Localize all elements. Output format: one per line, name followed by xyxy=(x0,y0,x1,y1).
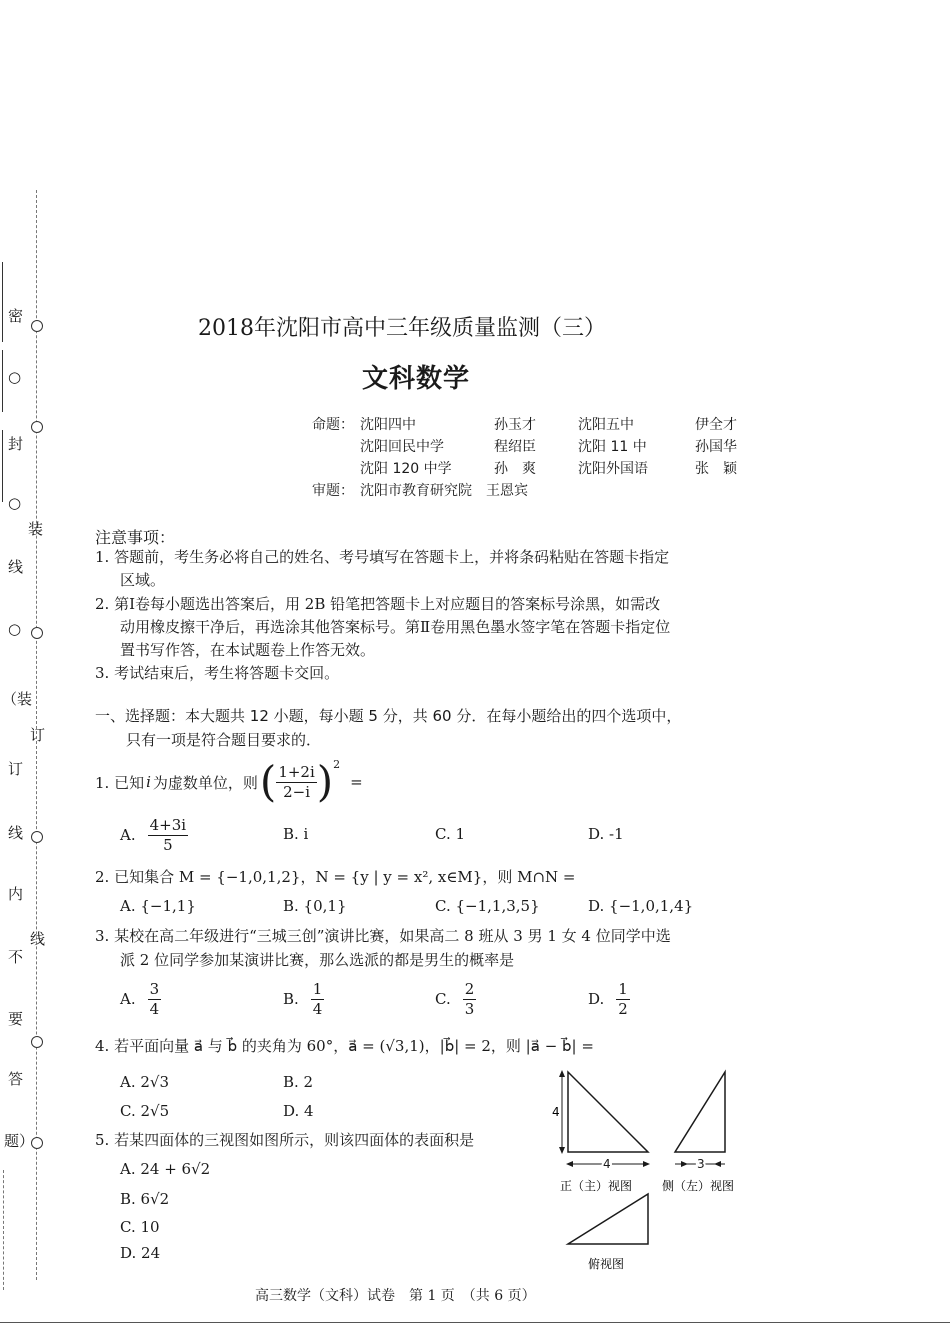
question-1-stem xyxy=(95,756,363,808)
q1-equals: = xyxy=(350,773,363,791)
margin-label: 密 xyxy=(8,307,24,325)
q1-var: i xyxy=(146,773,151,791)
binding-hole xyxy=(31,320,43,332)
binding-hole xyxy=(31,831,43,843)
note-line: 区域。 xyxy=(120,571,166,589)
q3-option-a-label: A. xyxy=(120,990,136,1008)
question-3-line1: 3. 某校在高二年级进行“三城三创”演讲比赛，如果高二 8 班从 3 男 1 女 4 位同学中选 xyxy=(95,927,671,945)
q2-option-c: C. {−1,1,3,5} xyxy=(435,897,540,915)
q1-paren-close: ) xyxy=(316,757,334,806)
three-view-figure xyxy=(550,1062,760,1277)
margin-label: 不 xyxy=(8,948,24,966)
q3-option-b-den: 4 xyxy=(312,999,323,1018)
q1-option-d: D. -1 xyxy=(588,825,624,843)
note-line: 2. 第Ⅰ卷每小题选出答案后，用 2B 铅笔把答题卡上对应题目的答案标号涂黑，如需改 xyxy=(95,595,661,613)
side-width-label: 3 xyxy=(697,1157,705,1171)
margin-label: 订 xyxy=(8,760,24,778)
margin-label: ○ xyxy=(8,494,22,512)
q2-option-a: A. {−1,1} xyxy=(120,897,196,915)
q3-option-c-label: C. xyxy=(435,990,451,1008)
front-width-arrow-right xyxy=(643,1161,650,1167)
q1-option-a-den: 5 xyxy=(163,835,173,854)
margin-label: 装 xyxy=(28,520,44,538)
q3-option-d xyxy=(588,976,630,1022)
credit-cell: 沈阳外国语 xyxy=(578,461,648,477)
q1-option-c: C. 1 xyxy=(435,825,466,843)
page-footer: 高三数学（文科）试卷 第 1 页 （共 6 页） xyxy=(255,1288,536,1304)
margin-label: 题） xyxy=(4,1132,35,1150)
binding-bracket xyxy=(2,430,3,502)
binding-bracket xyxy=(2,262,3,342)
q1-option-b: B. i xyxy=(283,825,309,843)
question-4-stem: 4. 若平面向量 a⃗ 与 b⃗ 的夹角为 60°，a⃗ = (√3,1)，|b⃗| = 2，则 |a⃗ − b⃗| = xyxy=(95,1037,594,1055)
q1-option-a xyxy=(120,812,188,858)
q4-option-a: A. 2√3 xyxy=(120,1073,170,1091)
credit-cell: 程绍臣 xyxy=(494,439,536,455)
exam-title: 2018年沈阳市高中三年级质量监测（三） xyxy=(198,316,606,341)
section-heading-cont: 只有一项是符合题目要求的． xyxy=(126,731,322,749)
reviewer-name: 沈阳市教育研究院 王恩宾 xyxy=(360,483,528,499)
footer-rule xyxy=(0,1322,950,1323)
q3-option-b xyxy=(283,976,324,1022)
q3-option-b-frac xyxy=(311,980,325,1019)
q3-option-b-num: 1 xyxy=(312,979,323,998)
margin-label: ○ xyxy=(8,368,22,386)
margin-label: 封 xyxy=(8,435,24,453)
front-height-label: 4 xyxy=(552,1105,560,1119)
front-view-triangle xyxy=(568,1072,648,1152)
q1-paren-open: ( xyxy=(259,757,277,806)
binding-hole xyxy=(31,421,43,433)
q5-option-b: B. 6√2 xyxy=(120,1190,170,1208)
credit-cell: 张 颖 xyxy=(695,461,737,477)
margin-label: 内 xyxy=(8,885,24,903)
front-width-arrow-left xyxy=(566,1161,573,1167)
question-3-line2: 派 2 位同学参加某演讲比赛，那么选派的都是男生的概率是 xyxy=(120,951,515,969)
binding-edge-dashed xyxy=(3,1170,4,1290)
q3-option-a xyxy=(120,976,161,1022)
q1-frac-num: 1+2i xyxy=(278,762,315,781)
notes-heading: 注意事项： xyxy=(95,528,176,547)
credit-cell: 孙玉才 xyxy=(494,417,536,433)
note-line: 3. 考试结束后，考生将答题卡交回。 xyxy=(95,664,340,682)
q4-option-d: D. 4 xyxy=(283,1102,314,1120)
q3-option-c-frac xyxy=(463,980,477,1019)
margin-label: 要 xyxy=(8,1010,24,1028)
note-line: 置书写作答，在本试题卷上作答无效。 xyxy=(120,641,376,659)
q5-option-d: D. 24 xyxy=(120,1244,161,1262)
question-2-stem: 2. 已知集合 M = {−1,0,1,2}，N = {y | y = x², x∈M}，则 M∩N = xyxy=(95,868,576,886)
binding-bracket xyxy=(2,350,3,412)
q1-mid: 为虚数单位，则 xyxy=(152,773,258,792)
q3-option-d-num: 1 xyxy=(618,979,628,998)
proposers-label: 命题： xyxy=(312,417,354,433)
credit-cell: 沈阳 120 中学 xyxy=(360,461,452,477)
q3-option-a-num: 3 xyxy=(149,979,160,998)
top-view-triangle xyxy=(568,1194,648,1244)
margin-label: ○ xyxy=(8,620,22,638)
q3-option-a-frac xyxy=(148,980,162,1019)
margin-label: 答 xyxy=(8,1070,24,1088)
binding-hole xyxy=(31,1036,43,1048)
credit-cell: 孙 爽 xyxy=(494,461,536,477)
q1-option-a-num: 4+3i xyxy=(149,815,187,834)
section-heading: 一、选择题：本大题共 12 小题，每小题 5 分，共 60 分．在每小题给出的四个选项中， xyxy=(95,707,682,725)
front-height-arrow-up xyxy=(559,1070,565,1077)
margin-label: （装 xyxy=(2,690,33,708)
credit-cell: 沈阳回民中学 xyxy=(360,439,444,455)
exam-subject: 文科数学 xyxy=(362,364,471,394)
margin-label: 线 xyxy=(8,824,24,842)
q1-option-a-label: A. xyxy=(120,826,136,844)
front-view-label: 正（主）视图 xyxy=(560,1179,633,1193)
credit-cell: 沈阳 11 中 xyxy=(578,439,647,455)
side-view-triangle xyxy=(675,1072,725,1152)
margin-label: 线 xyxy=(30,930,46,948)
q1-power: 2 xyxy=(333,758,341,771)
q3-option-c-num: 2 xyxy=(464,979,475,998)
q3-option-d-den: 2 xyxy=(618,999,628,1018)
top-view-label: 俯视图 xyxy=(588,1257,625,1271)
credit-cell: 沈阳五中 xyxy=(578,417,634,433)
q5-option-c: C. 10 xyxy=(120,1218,160,1236)
q1-fraction xyxy=(276,763,316,802)
credit-cell: 伊全才 xyxy=(695,417,737,433)
note-line: 动用橡皮擦干净后，再选涂其他答案标号。第Ⅱ卷用黑色墨水签字笔在答题卡指定位 xyxy=(120,618,671,636)
q3-option-a-den: 4 xyxy=(149,999,160,1018)
margin-label: 订 xyxy=(30,726,46,744)
reviewer-label: 审题： xyxy=(312,483,354,499)
credit-cell: 孙国华 xyxy=(695,439,737,455)
note-line: 1. 答题前，考生务必将自己的姓名、考号填写在答题卡上，并将条码粘贴在答题卡指定 xyxy=(95,548,670,566)
credit-cell: 沈阳四中 xyxy=(360,417,416,433)
side-view-label: 侧（左）视图 xyxy=(662,1179,735,1193)
side-width-arrow-right xyxy=(714,1161,721,1167)
side-width-arrow-left xyxy=(681,1161,688,1167)
q4-option-b: B. 2 xyxy=(283,1073,314,1091)
margin-label: 线 xyxy=(8,558,24,576)
q3-option-c-den: 3 xyxy=(464,999,475,1018)
q3-option-b-label: B. xyxy=(283,990,299,1008)
q1-option-a-frac xyxy=(148,816,188,855)
front-width-label: 4 xyxy=(603,1157,611,1171)
q5-option-a: A. 24 + 6√2 xyxy=(120,1160,211,1178)
q4-option-c: C. 2√5 xyxy=(120,1102,170,1120)
q1-prefix: 1. 已知 xyxy=(95,773,145,792)
q1-frac-den: 2−i xyxy=(283,782,310,801)
q3-option-c xyxy=(435,976,476,1022)
q2-option-b: B. {0,1} xyxy=(283,897,347,915)
question-5-stem: 5. 若某四面体的三视图如图所示，则该四面体的表面积是 xyxy=(95,1131,475,1149)
q3-option-d-label: D. xyxy=(588,990,605,1008)
q2-option-d: D. {−1,0,1,4} xyxy=(588,897,694,915)
q3-option-d-frac xyxy=(616,980,630,1019)
front-height-arrow-down xyxy=(559,1147,565,1154)
